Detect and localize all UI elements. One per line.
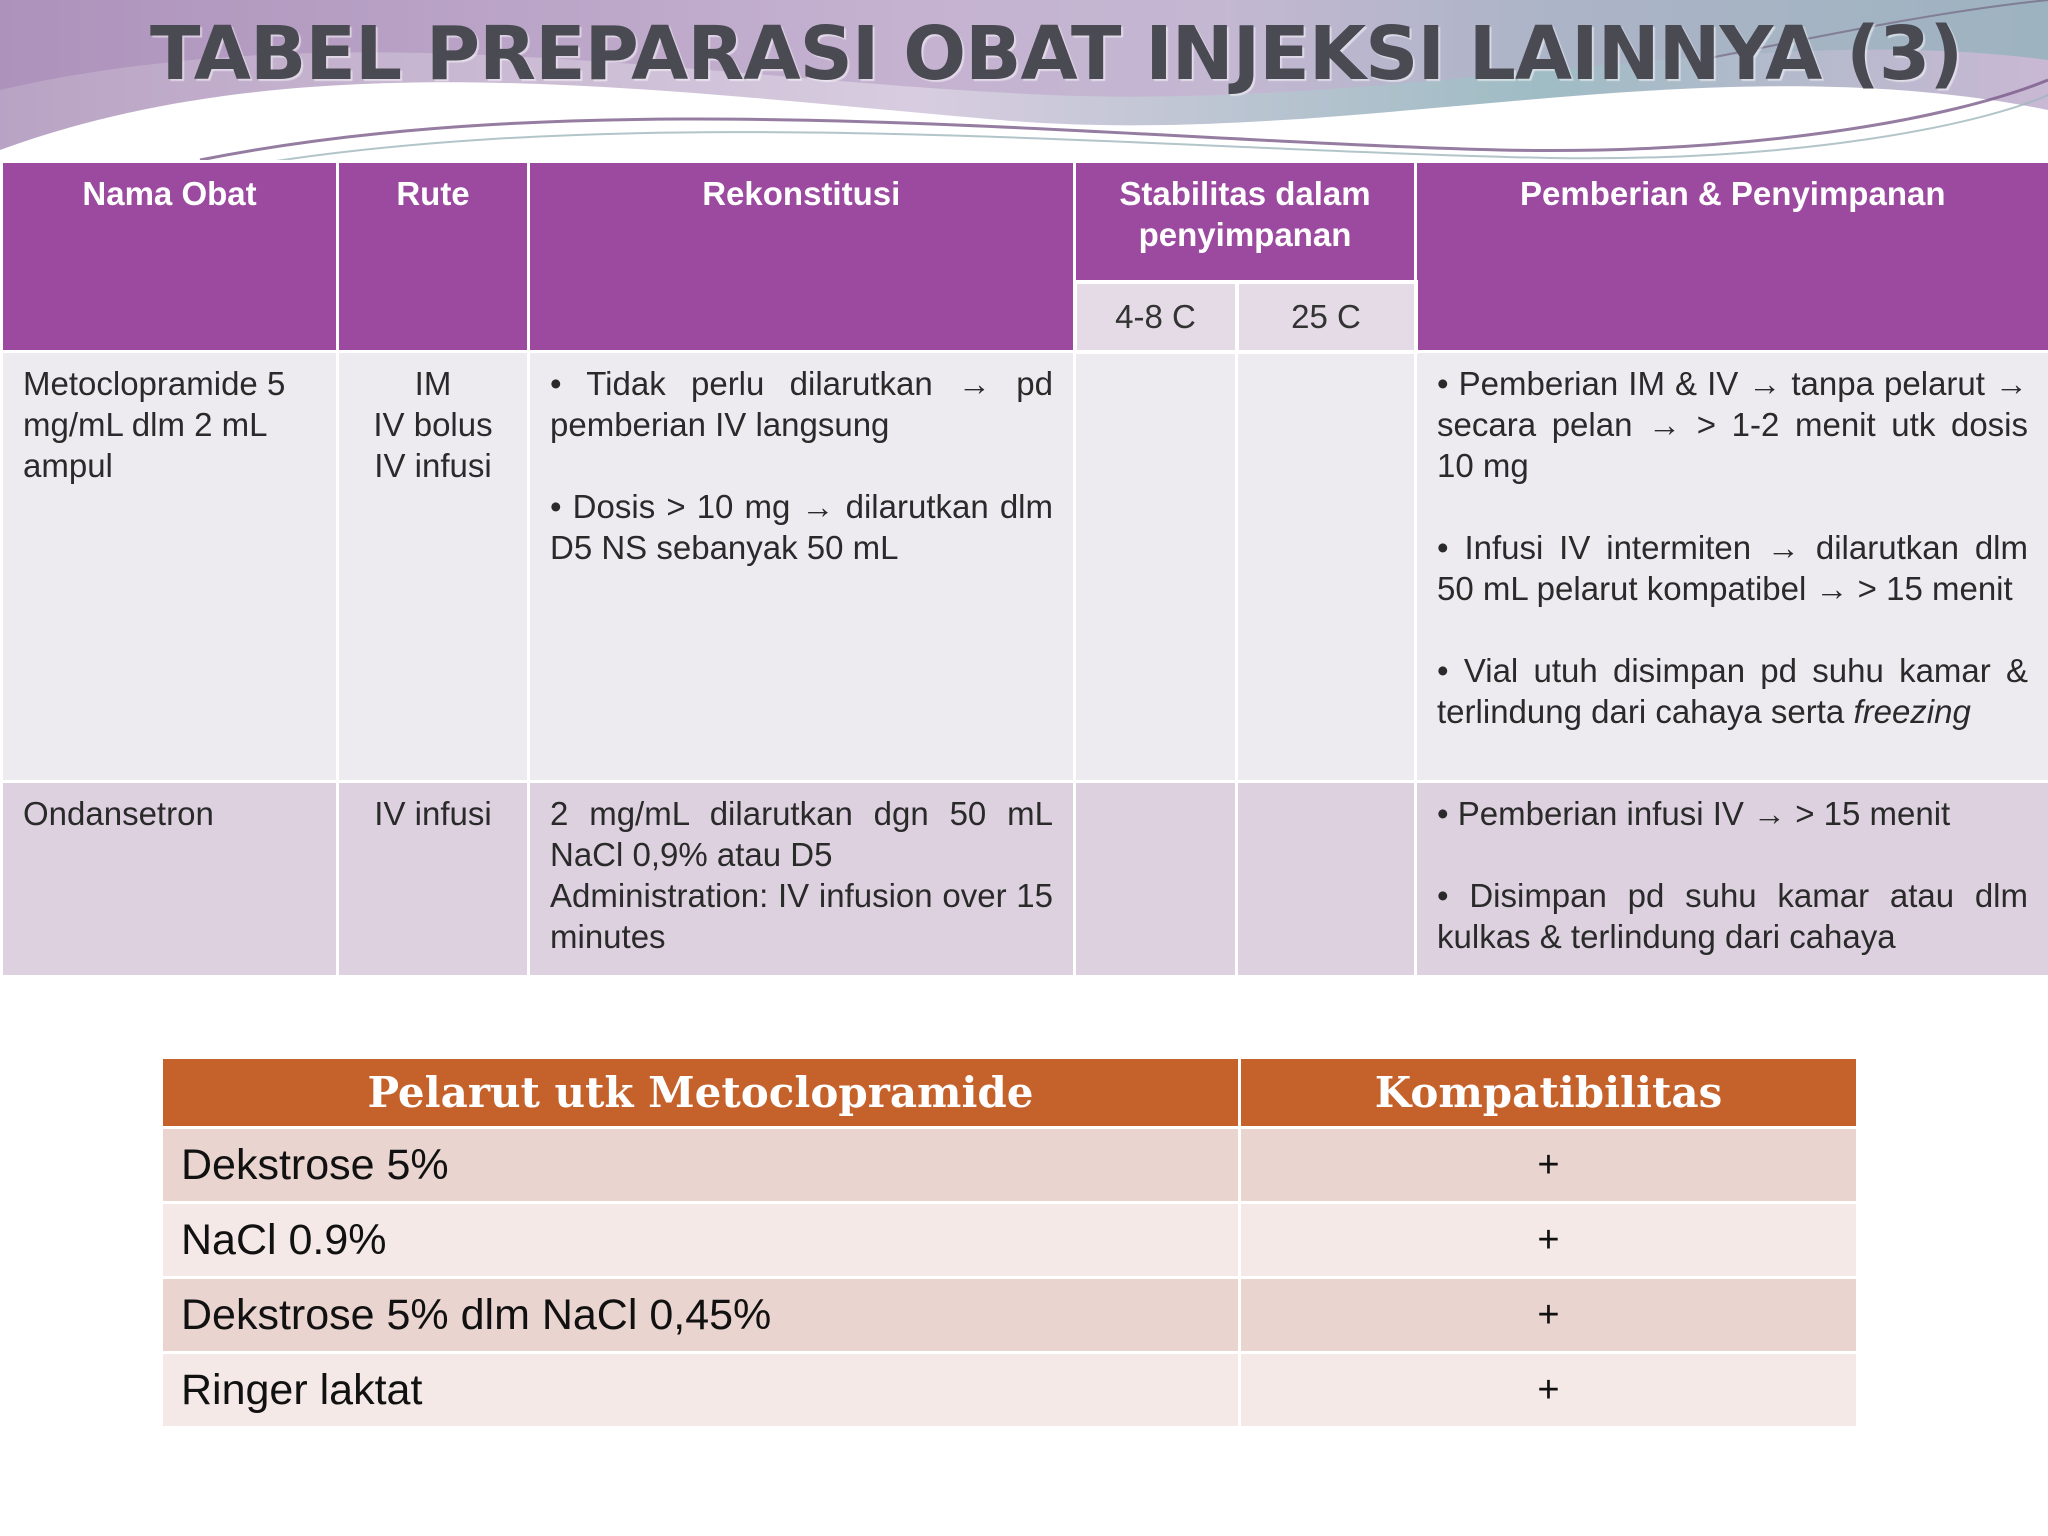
route-line: IV infusi [374, 795, 492, 832]
route-line: IM [414, 365, 452, 402]
solvent-compatibility-table [160, 1056, 1859, 1429]
cell-rute [338, 352, 529, 782]
pemberian-bullet: • Disimpan pd suhu kamar atau dlm kulkas & terlindung dari cahaya [1437, 877, 2029, 955]
route-line: IV infusi [374, 447, 492, 484]
cell-nama-obat: Metoclopramide 5 mg/mL dlm 2 mL ampul [2, 352, 338, 782]
header-rekonstitusi: Rekonstitusi [529, 162, 1075, 352]
route-line: IV bolus [373, 406, 493, 443]
slide-title: TABEL PREPARASI OBAT INJEKSI LAINNYA (3) [150, 11, 1963, 97]
cell-pemberian-penyimpanan [1416, 352, 2048, 782]
pemberian-bullet: • Infusi IV intermiten → dilarutkan dlm 50 mL pelarut kompatibel → > 15 menit [1437, 529, 2029, 607]
rekonstitusi-bullet: • Dosis > 10 mg → dilarutkan dlm D5 NS sebanyak 50 mL [550, 488, 1053, 566]
header-nama-obat: Nama Obat [2, 162, 338, 352]
header-kompatibilitas: Kompatibilitas [1240, 1058, 1858, 1128]
header-rute: Rute [338, 162, 529, 352]
pemberian-bullet [1437, 650, 2028, 732]
header-stabilitas-4-8c: 4-8 C [1075, 282, 1237, 352]
cell-pelarut: Dekstrose 5% dlm NaCl 0,45% [162, 1278, 1240, 1353]
compat-row [162, 1353, 1858, 1428]
cell-rekonstitusi [529, 782, 1075, 977]
table-row [2, 782, 2048, 977]
cell-stabilitas-25c [1237, 352, 1416, 782]
cell-kompatibilitas: + [1240, 1203, 1858, 1278]
cell-kompatibilitas: + [1240, 1278, 1858, 1353]
cell-pelarut: NaCl 0.9% [162, 1203, 1240, 1278]
header-pelarut: Pelarut utk Metoclopramide [162, 1058, 1240, 1128]
pemberian-italic-text: freezing [1853, 693, 1971, 730]
injection-preparation-table [0, 160, 2048, 978]
table-row [2, 352, 2048, 782]
header-pemberian-penyimpanan: Pemberian & Penyimpanan [1416, 162, 2048, 352]
cell-rute [338, 782, 529, 977]
header-stabilitas: Stabilitas dalam penyimpanan [1075, 162, 1416, 282]
cell-rekonstitusi [529, 352, 1075, 782]
pemberian-text: • Vial utuh disimpan pd suhu kamar & terlindung dari cahaya serta [1437, 652, 2029, 730]
cell-pelarut: Dekstrose 5% [162, 1128, 1240, 1203]
cell-stabilitas-4-8c [1075, 782, 1237, 977]
pemberian-bullet: • Pemberian infusi IV → > 15 menit [1437, 795, 1951, 832]
compat-row [162, 1278, 1858, 1353]
compat-row [162, 1203, 1858, 1278]
rekonstitusi-line: 2 mg/mL dilarutkan dgn 50 mL NaCl 0,9% atau D5 [550, 795, 1053, 873]
cell-kompatibilitas: + [1240, 1353, 1858, 1428]
rekonstitusi-bullet: • Tidak perlu dilarutkan → pd pemberian IV langsung [550, 365, 1053, 443]
cell-pemberian-penyimpanan [1416, 782, 2048, 977]
table-header-row [2, 162, 2048, 282]
cell-pelarut: Ringer laktat [162, 1353, 1240, 1428]
cell-stabilitas-25c [1237, 782, 1416, 977]
compat-header-row [162, 1058, 1858, 1128]
rekonstitusi-line: Administration: IV infusion over 15 minutes [550, 877, 1053, 955]
cell-nama-obat: Ondansetron [2, 782, 338, 977]
pemberian-bullet: • Pemberian IM & IV → tanpa pelarut → secara pelan → > 1-2 menit utk dosis 10 mg [1437, 365, 2029, 484]
header-stabilitas-25c: 25 C [1237, 282, 1416, 352]
compat-row [162, 1128, 1858, 1203]
cell-stabilitas-4-8c [1075, 352, 1237, 782]
cell-kompatibilitas: + [1240, 1128, 1858, 1203]
